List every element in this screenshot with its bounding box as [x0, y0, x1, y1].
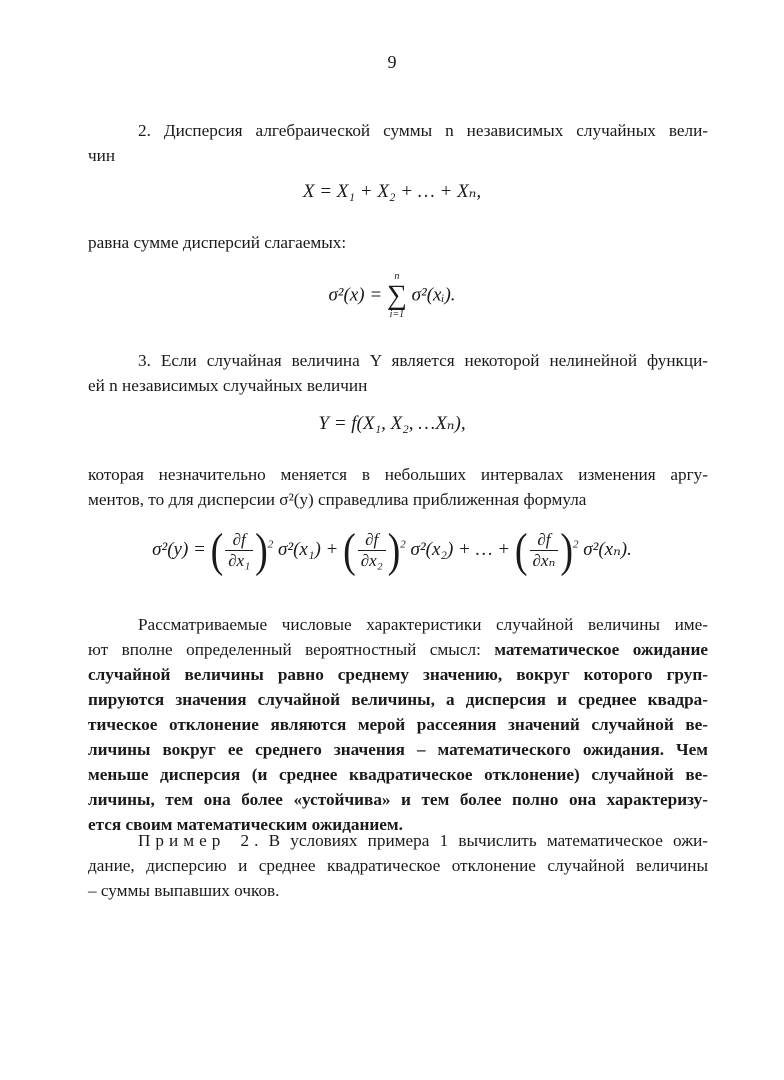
text-line [88, 637, 708, 662]
item-3-paragraph [88, 348, 708, 398]
page-number: 9 [387, 52, 397, 72]
text-line: личины вокруг ее среднего значения – математического ожидания. Чем [88, 740, 708, 759]
main-paragraph [88, 612, 708, 837]
formula-variance-sum [0, 272, 784, 320]
formula-approx-variance: σ²(y) = ( $\frac{\partial f}{\text{∂x₁}}$ )$^2$ σ²(x₁) + ( $\frac{\partial f}{\text{∂x₂}}$ )$^2$ σ²(x₂) + … + ( $\frac{\partial f}{\text{∂xₙ}}$ )$^2$ σ²(xₙ). [152, 524, 632, 577]
text-span: . В условиях примера 1 вычислить математическое ожи- [254, 831, 708, 850]
sum-lower-limit: i=1 [389, 309, 405, 320]
paren-open: ( [343, 524, 356, 577]
item-2-paragraph [88, 118, 708, 168]
example-paragraph [88, 828, 708, 903]
text-line [88, 828, 708, 853]
example-label: Пример 2 [138, 831, 255, 850]
bold-span: математическое ожидание [494, 640, 708, 659]
formula-function: Y = f(X₁, X₂, …Xₙ), [318, 413, 466, 434]
formula-term-3: σ²(xₙ). [583, 538, 632, 560]
formula-term-1: σ²(x₁) + [278, 538, 339, 560]
text-line: чин [88, 146, 116, 165]
formula-lhs: σ²(x) = [328, 284, 383, 306]
formula-lhs: σ²(y) = [152, 538, 206, 560]
partial-fraction-2: $\frac{\partial f}{\text{∂x₂}}$ [358, 530, 386, 571]
text-line: личины, тем она более «устойчива» и тем более полно она характеризу- [88, 790, 708, 809]
paren-open: ( [514, 524, 528, 577]
text-line: Рассматриваемые числовые характеристики случайной величины име- [138, 615, 708, 634]
text-line: ей n независимых случайных величин [88, 376, 368, 395]
text-line: пируются значения случайной величины, а дисперсия и среднее квадра- [88, 690, 708, 709]
text-line: – суммы выпавших очков. [88, 881, 280, 900]
formula-term-2: σ²(x₂) + … + [410, 538, 511, 560]
text-line: случайной величины равно среднему значению, вокруг которого груп- [88, 665, 708, 684]
paren-close: ) [255, 524, 268, 577]
sum-upper-limit: n [394, 271, 400, 282]
paren-close: ) [387, 524, 401, 577]
text-line: которая незначительно меняется в небольших интервалах изменения аргу- [88, 465, 708, 484]
text-after-formula-3 [88, 462, 708, 512]
text-line: ментов, то для дисперсии σ²(y) справедлива приближенная формула [88, 490, 587, 509]
formula-rhs: σ²(xᵢ). [411, 284, 456, 306]
paren-close: ) [560, 524, 573, 577]
text-line: тическое отклонение являются мерой рассеяния значений случайной ве- [88, 715, 708, 734]
formula-sum-definition: X = X₁ + X₂ + … + Xₙ, [302, 181, 482, 202]
paren-open: ( [210, 524, 224, 577]
text-line: дание, дисперсию и среднее квадратическое отклонение случайной величины [88, 856, 708, 875]
text-line: равна сумме дисперсий слагаемых: [88, 233, 347, 252]
text-line: ется своим математическим ожиданием. [88, 815, 403, 834]
text-line: меньше дисперсия (и среднее квадратическое отклонение) случайной ве- [88, 765, 708, 784]
partial-fraction-n: $\frac{\partial f}{\text{∂xₙ}}$ [530, 530, 559, 571]
sigma-glyph: ∑ [386, 280, 407, 311]
partial-fraction-1: $\frac{\partial f}{\text{∂x₁}}$ [225, 530, 253, 571]
text-after-formula-1 [88, 230, 708, 255]
summation-symbol [387, 272, 407, 320]
text-line: 3. Если случайная величина Y является некоторой нелинейной функци- [138, 351, 708, 370]
text-line: 2. Дисперсия алгебраической суммы n независимых случайных вели- [138, 121, 708, 140]
text-span: ют вполне определенный вероятностный смысл: [88, 640, 495, 659]
